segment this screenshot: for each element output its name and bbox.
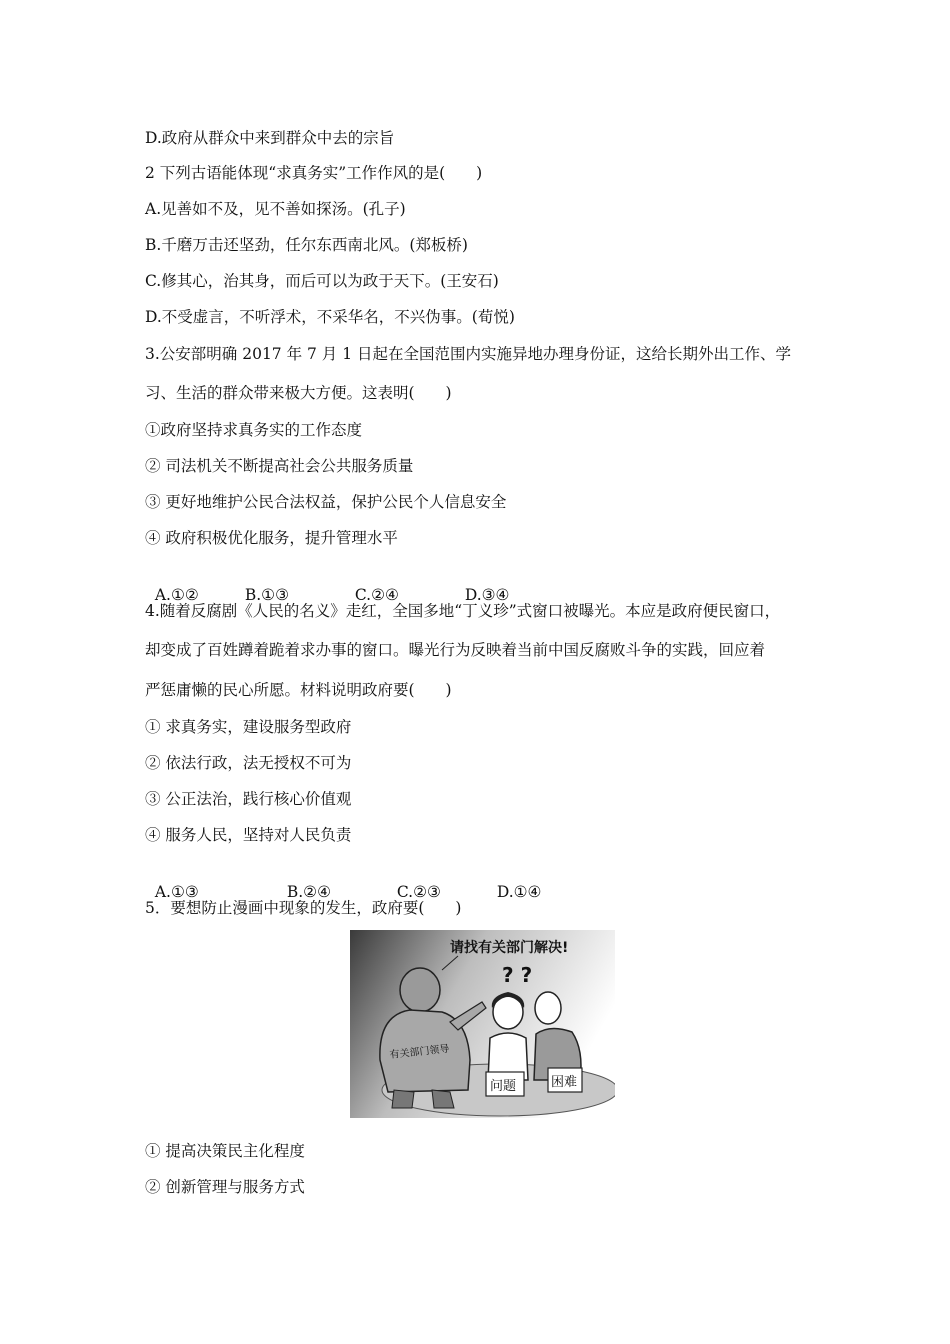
q4-stem-line2: 却变成了百姓蹲着跪着求办事的窗口。曝光行为反映着当前中国反腐败斗争的实践，回应着 [145,641,766,659]
q3-options [145,565,509,605]
q2-option-d: D.不受虚言，不听浮术，不采华名，不兴伪事。(荀悦) [145,308,515,326]
question-marks: ? ? [502,963,533,987]
q3-option-d: D.③④ [464,586,510,604]
q4-option-a: A.①③ [154,883,199,901]
q2-option-c: C.修其心，治其身，而后可以为政于天下。(王安石) [145,272,499,290]
q4-option-c: C.②③ [396,883,441,901]
q3-option-b: B.①③ [244,586,289,604]
q2-stem: 2 下列古语能体现“求真务实”工作作风的是( ) [145,164,483,182]
sign-problem-label: 问题 [490,1079,517,1094]
q5-item-1: ① 提高决策民主化程度 [145,1142,305,1160]
q2-option-b: B.千磨万击还坚劲，任尔东西南北风。(郑板桥) [145,236,468,254]
q2-option-a: A.见善如不及，见不善如探汤。(孔子) [145,200,406,218]
cartoon-image [350,930,615,1118]
q3-item-4: ④ 政府积极优化服务，提升管理水平 [145,529,398,547]
q4-item-4: ④ 服务人民，坚持对人民负责 [145,826,352,844]
speech-text: 请找有关部门解决! [450,940,569,956]
q4-options [145,862,541,902]
q3-stem-line2: 习、生活的群众带来极大方便。这表明( ) [145,384,452,402]
q1-option-d: D.政府从群众中来到群众中去的宗旨 [145,129,395,147]
q4-stem-line3: 严惩庸懒的民心所愿。材料说明政府要( ) [145,681,452,699]
q4-item-1: ① 求真务实，建设服务型政府 [145,718,352,736]
q3-item-3: ③ 更好地维护公民合法权益，保护公民个人信息安全 [145,493,507,511]
q4-stem-line1: 4.随着反腐剧《人民的名义》走红，全国多地“丁义珍”式窗口被曝光。本应是政府便民窗口， [145,602,781,620]
q4-option-b: B.②④ [286,883,331,901]
q4-option-d: D.①④ [496,883,542,901]
leader-label: 有关部门领导 [389,1043,450,1061]
q4-item-3: ③ 公正法治，践行核心价值观 [145,790,352,808]
q3-option-a: A.①② [154,586,199,604]
q5-stem: 5．要想防止漫画中现象的发生，政府要( ) [145,899,462,917]
q3-item-2: ② 司法机关不断提高社会公共服务质量 [145,457,414,475]
q4-item-2: ② 依法行政，法无授权不可为 [145,754,352,772]
sign-difficulty-label: 困难 [551,1075,578,1090]
q3-item-1: ①政府坚持求真务实的工作态度 [145,421,363,439]
q5-item-2: ② 创新管理与服务方式 [145,1178,305,1196]
q3-option-c: C.②④ [354,586,399,604]
q3-stem-line1: 3.公安部明确 2017 年 7 月 1 日起在全国范围内实施异地办理身份证，这给长期外出工作、学 [145,345,792,363]
